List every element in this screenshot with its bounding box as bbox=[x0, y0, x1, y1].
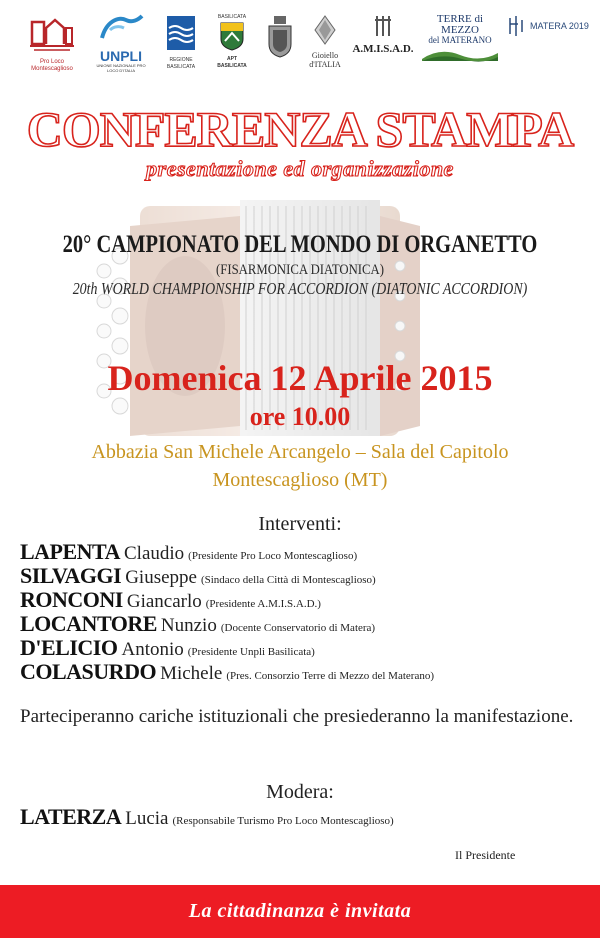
speaker-name: Antonio bbox=[121, 639, 184, 660]
unpli-label: UNPLI bbox=[100, 48, 142, 64]
gioiello-caption: Gioiello d'ITALIA bbox=[309, 51, 341, 69]
amisad-icon bbox=[373, 14, 393, 38]
apt-logo bbox=[212, 14, 252, 70]
apt-top-caption: BASILICATA bbox=[217, 14, 247, 20]
matera-label: MATERA 2019 bbox=[530, 21, 589, 31]
speaker-item bbox=[20, 612, 590, 636]
footer-text: La cittadinanza è invitata bbox=[188, 900, 412, 922]
gioiello-icon bbox=[311, 14, 339, 46]
regione-shield-icon bbox=[165, 14, 197, 52]
moderator-role: (Responsabile Turismo Pro Loco Montescaglioso) bbox=[172, 815, 394, 827]
amisad-logo bbox=[352, 14, 414, 55]
speaker-surname: SILVAGGI bbox=[20, 563, 122, 588]
speaker-role: (Sindaco della Città di Montescaglioso) bbox=[200, 574, 376, 586]
speaker-item bbox=[20, 660, 590, 684]
interventi-heading: Interventi: bbox=[258, 513, 342, 535]
amisad-caption: A.M.I.S.A.D. bbox=[352, 43, 414, 55]
event-city: Montescaglioso (MT) bbox=[212, 469, 388, 491]
event-venue: Abbazia San Michele Arcangelo – Sala del Capitolo bbox=[91, 441, 509, 463]
terre-hills-icon bbox=[422, 45, 498, 61]
speaker-name: Nunzio bbox=[160, 615, 217, 636]
apt-shield-icon bbox=[219, 21, 245, 51]
event-time: ore 10.00 bbox=[249, 402, 351, 431]
speaker-surname: LOCANTORE bbox=[20, 611, 157, 636]
terre-caption-2: del MATERANO bbox=[428, 35, 492, 45]
speaker-role: (Docente Conservatorio di Matera) bbox=[220, 622, 376, 634]
terre-caption: TERRE di MEZZO bbox=[436, 13, 484, 36]
speaker-item bbox=[20, 564, 590, 588]
signature: Il Presidente bbox=[455, 848, 516, 862]
unpli-logo bbox=[94, 14, 148, 73]
speaker-list bbox=[20, 540, 590, 684]
unpli-icon bbox=[96, 14, 146, 44]
gioiello-logo bbox=[304, 14, 346, 69]
speaker-item bbox=[20, 636, 590, 660]
speaker-role: (Presidente A.M.I.S.A.D.) bbox=[205, 598, 321, 610]
championship-subtitle: (FISARMONICA DIATONICA) bbox=[215, 262, 385, 278]
matera-logo bbox=[505, 14, 589, 43]
regione-logo bbox=[160, 14, 202, 71]
city-crest-logo bbox=[264, 14, 296, 63]
speaker-role: (Presidente Unpli Basilicata) bbox=[187, 646, 315, 658]
speaker-surname: RONCONI bbox=[20, 587, 123, 612]
speaker-surname: D'ELICIO bbox=[20, 635, 118, 660]
moderator-heading: Modera: bbox=[266, 781, 334, 803]
event-date: Domenica 12 Aprile 2015 bbox=[107, 358, 493, 398]
championship-english: 20th WORLD CHAMPIONSHIP FOR ACCORDION (DIATONIC ACCORDION) bbox=[72, 279, 528, 298]
speaker-name: Michele bbox=[160, 663, 223, 684]
sponsor-logos bbox=[0, 14, 600, 74]
speaker-surname: COLASURDO bbox=[20, 659, 157, 684]
moderator-surname: LATERZA bbox=[20, 804, 122, 829]
moderator-name: Lucia bbox=[125, 808, 169, 829]
championship-title: 20° CAMPIONATO DEL MONDO DI ORGANETTO bbox=[62, 231, 538, 258]
proloco-caption: Pro Loco Montescaglioso bbox=[31, 59, 73, 72]
speaker-name: Giuseppe bbox=[125, 567, 197, 588]
apt-caption: APT BASILICATA bbox=[217, 56, 247, 69]
proloco-logo bbox=[26, 14, 78, 73]
speaker-item bbox=[20, 540, 590, 564]
speaker-role: (Presidente Pro Loco Montescaglioso) bbox=[188, 550, 358, 562]
page-title: CONFERENZA STAMPA bbox=[26, 101, 574, 157]
terre-logo bbox=[420, 14, 500, 66]
unpli-caption: UNIONE NAZIONALE PRO LOCO D'ITALIA bbox=[96, 63, 146, 73]
proloco-icon bbox=[28, 14, 76, 54]
speaker-name: Claudio bbox=[124, 543, 185, 564]
participation-note: Parteciperanno cariche istituzionali che presiederanno la manifestazione. bbox=[20, 706, 574, 727]
speaker-name: Giancarlo bbox=[126, 591, 202, 612]
matera-icon bbox=[506, 14, 589, 38]
speaker-surname: LAPENTA bbox=[20, 539, 120, 564]
speaker-item bbox=[20, 588, 590, 612]
speaker-role: (Pres. Consorzio Terre di Mezzo del Materano) bbox=[226, 670, 434, 682]
regione-caption: REGIONE BASILICATA bbox=[166, 57, 196, 70]
page-subtitle: presentazione ed organizzazione bbox=[146, 156, 454, 181]
moderator-item bbox=[20, 805, 590, 833]
crest-icon bbox=[265, 14, 295, 58]
